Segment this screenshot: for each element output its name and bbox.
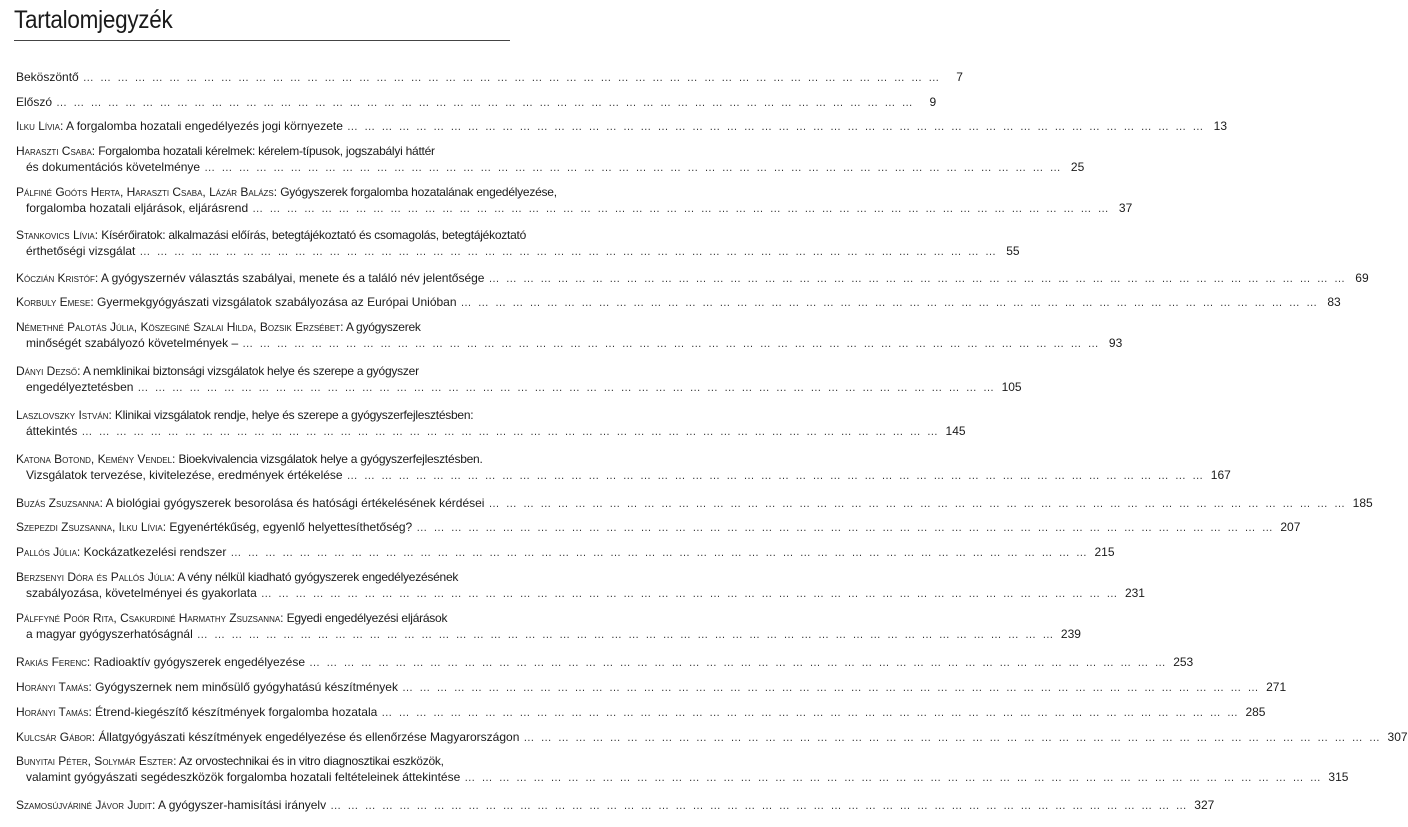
entry-authors: Laszlovszky István: [16, 408, 112, 422]
page-number: 167 [1210, 468, 1231, 482]
entry-row [16, 729, 1408, 746]
entry-row [16, 159, 1085, 176]
toc-entry [16, 184, 1133, 217]
toc-entry [16, 363, 1022, 396]
entry-authors: Buzás Zsuzsanna: [16, 496, 103, 510]
entry-row [16, 94, 937, 111]
entry-authors: Rakiás Ferenc: [16, 655, 91, 669]
entry-title: A gyógyszernév választás szabályai, menete és a találó név jelentősége [98, 271, 485, 285]
dot-leader: … … … … … … … … … … … … … … … … … … … … … … … … … … … … … … … … … … … … … … … … … … … … … … … … … … [139, 246, 998, 258]
entry-title-line-2: érthetőségi vizsgálat [26, 244, 136, 258]
dot-leader: … … … … … … … … … … … … … … … … … … … … … … … … … … … … … … … … … … … … … … … … … … … … … … … … … … [381, 707, 1240, 719]
entry-row [16, 118, 1228, 135]
toc-entry [16, 495, 1373, 512]
page-number: 185 [1352, 496, 1373, 510]
entry-title: Étrend-kiegészítő készítmények forgalomba hozatala [91, 705, 378, 719]
entry-authors: Haraszti Csaba: [16, 144, 96, 158]
entry-title: A gyógyszerek [343, 320, 421, 334]
entry-row [16, 335, 1123, 352]
entry-title-line-2: engedélyeztetésben [26, 380, 134, 394]
entry-authors: Pallós Júlia: [16, 545, 81, 559]
page-number: 253 [1173, 655, 1194, 669]
toc-entry [16, 227, 1020, 260]
toc-entry [16, 610, 1081, 643]
entry-title: A biológiai gyógyszerek besorolása és hatósági értékelésének kérdései [102, 496, 485, 510]
entry-authors: Katona Botond, Kemény Vendel: [16, 452, 176, 466]
page-number: 25 [1070, 160, 1085, 174]
entry-authors: Pálffyné Poór Rita, Csakurdiné Harmathy Zsuzsanna: [16, 611, 284, 625]
entry-title-line-1 [16, 610, 554, 626]
entry-authors: Horányi Tamás: [16, 680, 92, 694]
entry-row [16, 379, 1022, 396]
entry-row [16, 654, 1194, 671]
toc-entry [16, 679, 1287, 696]
dot-leader: … … … … … … … … … … … … … … … … … … … … … … … … … … … … … … … … … … … … … … … … … … … … … … … … … … [137, 382, 996, 394]
entry-authors: Kóczián Kristóf: [16, 271, 99, 285]
entry-title-line-2: Vizsgálatok tervezése, kivitelezése, eredmények értékelése [26, 468, 343, 482]
entry-authors: Kulcsár Gábor: [16, 730, 96, 744]
entry-title-line-1 [16, 495, 484, 511]
entry-title-line-1 [16, 69, 79, 85]
page-number: 215 [1094, 545, 1115, 559]
entry-row [16, 200, 1133, 217]
entry-title: Egyenértékűség, egyenlő helyettesíthetőség? [166, 520, 413, 534]
entry-authors: Korbuly Emese: [16, 295, 94, 309]
entry-row [16, 704, 1266, 721]
entry-title-line-1 [16, 753, 554, 769]
toc-entry [16, 729, 1408, 746]
entry-authors: Szepezdi Zsuzsanna, Ilku Lívia: [16, 520, 167, 534]
entry-title-line-1 [16, 407, 554, 423]
page-number: 7 [956, 70, 963, 84]
dot-leader: … … … … … … … … … … … … … … … … … … … … … … … … … … … … … … … … … … … … … … … … … … … … … … … … … … [488, 273, 1347, 285]
entry-title-line-1 [16, 729, 519, 745]
entry-title: Előszó [16, 95, 53, 109]
toc-entry [16, 94, 937, 111]
dot-leader: … … … … … … … … … … … … … … … … … … … … … … … … … … … … … … … … … … … … … … … … … … … … … … … … … … [346, 121, 1206, 133]
dot-leader: … … … … … … … … … … … … … … … … … … … … … … … … … … … … … … … … … … … … … … … … … … … … … … … … … … [82, 72, 941, 84]
page-number: 93 [1108, 336, 1123, 350]
page-number: 145 [945, 424, 966, 438]
dot-leader: … … … … … … … … … … … … … … … … … … … … … … … … … … … … … … … … … … … … … … … … … … … … … … … … … … [252, 203, 1111, 215]
page-number: 55 [1006, 244, 1020, 258]
entry-title-line-2: forgalomba hozatali eljárások, eljárásrend [26, 201, 249, 215]
page-number: 307 [1387, 730, 1408, 744]
entry-row [16, 69, 963, 86]
dot-leader: … … … … … … … … … … … … … … … … … … … … … … … … … … … … … … … … … … … … … … … … … … … … … … … … … … [464, 772, 1323, 784]
entry-title-line-1 [16, 654, 305, 670]
entry-title-line-1 [16, 704, 377, 720]
dot-leader: … … … … … … … … … … … … … … … … … … … … … … … … … … … … … … … … … … … … … … … … … … … … … … … … … … [523, 732, 1382, 744]
toc-entry [16, 704, 1266, 721]
dot-leader: … … … … … … … … … … … … … … … … … … … … … … … … … … … … … … … … … … … … … … … … … … … … … … … … … … [346, 470, 1205, 482]
entry-authors: Dányi Dezső: [16, 364, 81, 378]
entry-title-line-1 [16, 143, 554, 159]
entry-title-line-1 [16, 227, 554, 243]
entry-title: Klinikai vizsgálatok rendje, helye és szerepe a gyógyszerfejlesztésben: [111, 408, 474, 422]
entry-title: Gyermekgyógyászati vizsgálatok szabályozása az Európai Unióban [93, 295, 457, 309]
entry-title: Beköszöntő [16, 70, 79, 84]
entry-title-line-1 [16, 544, 226, 560]
entry-row [16, 519, 1301, 536]
entry-row [16, 769, 1349, 786]
dot-leader: … … … … … … … … … … … … … … … … … … … … … … … … … … … … … … … … … … … … … … … … … … … … … … … … … … [230, 547, 1089, 559]
entry-authors: Szamosújváriné Jávor Judit: [16, 798, 156, 812]
entry-authors: Ilku Lívia: [16, 119, 64, 133]
entry-title: Forgalomba hozatali kérelmek: kérelem-típusok, jogszabályi háttér [95, 144, 435, 158]
toc-entry [16, 569, 1145, 602]
dot-leader: … … … … … … … … … … … … … … … … … … … … … … … … … … … … … … … … … … … … … … … … … … … … … … … … … … [242, 338, 1101, 350]
toc-entry [16, 451, 1231, 484]
page-number: 105 [1001, 380, 1022, 394]
dot-leader: … … … … … … … … … … … … … … … … … … … … … … … … … … … … … … … … … … … … … … … … … … … … … … … … … … [330, 800, 1189, 812]
entry-title: Kockázatkezelési rendszer [80, 545, 227, 559]
entry-title-line-1 [16, 270, 484, 286]
toc-entry [16, 270, 1369, 287]
entry-authors: Pálfiné Goóts Herta, Haraszti Csaba, Lázár Balázs: [16, 185, 278, 199]
entry-title-line-1 [16, 519, 412, 535]
page-number: 239 [1060, 627, 1081, 641]
toc-entry [16, 118, 1228, 135]
entry-title-line-2: minőségét szabályozó követelmények – [26, 336, 239, 350]
page-number: 207 [1280, 520, 1301, 534]
entry-title-line-2: szabályozása, követelményei és gyakorlata [26, 586, 257, 600]
entry-row [16, 679, 1287, 696]
entry-title-line-1 [16, 94, 52, 110]
entry-title: Az orvostechnikai és in vitro diagnosztikai eszközök, [176, 754, 444, 768]
page-number: 83 [1327, 295, 1341, 309]
dot-leader: … … … … … … … … … … … … … … … … … … … … … … … … … … … … … … … … … … … … … … … … … … … … … … … … … … [488, 498, 1347, 510]
toc-entry [16, 797, 1215, 814]
page-number: 37 [1118, 201, 1133, 215]
entry-title: Gyógyszernek nem minősülő gyógyhatású készítmények [91, 680, 398, 694]
toc-entry [16, 654, 1194, 671]
toc-entry [16, 69, 963, 86]
entry-title-line-1 [16, 569, 554, 585]
entry-row [16, 467, 1231, 484]
entry-authors: Berzsenyi Dóra és Pallós Júlia: [16, 570, 175, 584]
page-number: 327 [1194, 798, 1215, 812]
entry-authors: Horányi Tamás: [16, 705, 92, 719]
entry-title-line-1 [16, 319, 554, 335]
entry-title-line-1 [16, 184, 557, 200]
entry-authors: Stankovics Lívia: [16, 228, 99, 242]
entry-authors: Némethné Palotás Júlia, Köszeginé Szalai Hilda, Bozsik Erzsébet: [16, 320, 344, 334]
dot-leader: … … … … … … … … … … … … … … … … … … … … … … … … … … … … … … … … … … … … … … … … … … … … … … … … … … [56, 97, 915, 109]
entry-title-line-2: áttekintés [26, 424, 78, 438]
entry-title: A vény nélkül kiadható gyógyszerek engedélyezésének [174, 570, 459, 584]
entry-row [16, 294, 1341, 311]
entry-title: A nemklinikai biztonsági vizsgálatok helye és szerepe a gyógyszer [80, 364, 419, 378]
entry-title-line-1 [16, 363, 554, 379]
entry-title-line-1 [16, 118, 343, 134]
toc-entry [16, 544, 1115, 561]
entry-title: A forgalomba hozatali engedélyezés jogi környezete [63, 119, 343, 133]
toc-entry [16, 319, 1123, 352]
toc-entry [16, 294, 1341, 311]
entry-authors: Bunyitai Péter, Solymár Eszter: [16, 754, 177, 768]
entry-title-line-1 [16, 451, 554, 467]
entry-title-line-1 [16, 797, 326, 813]
dot-leader: … … … … … … … … … … … … … … … … … … … … … … … … … … … … … … … … … … … … … … … … … … … … … … … … … … [260, 588, 1119, 600]
entry-title: Állatgyógyászati készítmények engedélyezése és ellenőrzése Magyarországon [95, 730, 520, 744]
toc-entry [16, 407, 966, 440]
page-title: Tartalomjegyzék [14, 6, 173, 34]
dot-leader: … … … … … … … … … … … … … … … … … … … … … … … … … … … … … … … … … … … … … … … … … … … … … … … … … … [460, 297, 1319, 309]
entry-row [16, 243, 1020, 260]
entry-row [16, 626, 1081, 643]
entry-title-line-2: és dokumentációs követelménye [26, 160, 201, 174]
entry-title-line-1 [16, 679, 398, 695]
entry-title-line-2: valamint gyógyászati segédeszközök forgalomba hozatali feltételeinek áttekintése [26, 770, 461, 784]
entry-title: Kísérőiratok: alkalmazási előírás, betegtájékoztató és csomagolás, betegtájékoztató [98, 228, 527, 242]
dot-leader: … … … … … … … … … … … … … … … … … … … … … … … … … … … … … … … … … … … … … … … … … … … … … … … … … … [401, 682, 1261, 694]
entry-row [16, 270, 1369, 287]
entry-row [16, 423, 966, 440]
entry-title-line-1 [16, 294, 457, 310]
toc-entry [16, 519, 1301, 536]
dot-leader: … … … … … … … … … … … … … … … … … … … … … … … … … … … … … … … … … … … … … … … … … … … … … … … … … … [309, 657, 1168, 669]
entry-row [16, 585, 1145, 602]
dot-leader: … … … … … … … … … … … … … … … … … … … … … … … … … … … … … … … … … … … … … … … … … … … … … … … … … … [204, 162, 1063, 174]
entry-title: A gyógyszer-hamisítási irányelv [155, 798, 327, 812]
dot-leader: … … … … … … … … … … … … … … … … … … … … … … … … … … … … … … … … … … … … … … … … … … … … … … … … … … [196, 629, 1055, 641]
title-underline [14, 40, 510, 41]
page-number: 315 [1328, 770, 1349, 784]
entry-row [16, 544, 1115, 561]
entry-title-line-2: a magyar gyógyszerhatóságnál [26, 627, 193, 641]
entry-row [16, 495, 1373, 512]
entry-title: Radioaktív gyógyszerek engedélyezése [90, 655, 306, 669]
page-number: 9 [929, 95, 937, 109]
entry-row [16, 797, 1215, 814]
entry-title: Bioekvivalencia vizsgálatok helye a gyógyszerfejlesztésben. [175, 452, 483, 466]
entry-title: Gyógyszerek forgalomba hozatalának engedélyezése, [277, 185, 557, 199]
toc-entry [16, 143, 1085, 176]
dot-leader: … … … … … … … … … … … … … … … … … … … … … … … … … … … … … … … … … … … … … … … … … … … … … … … … … … [416, 522, 1275, 534]
toc-entry [16, 753, 1349, 786]
page-number: 231 [1124, 586, 1145, 600]
entry-title: Egyedi engedélyezési eljárások [283, 611, 448, 625]
page-number: 285 [1245, 705, 1266, 719]
page-number: 69 [1355, 271, 1369, 285]
dot-leader: … … … … … … … … … … … … … … … … … … … … … … … … … … … … … … … … … … … … … … … … … … … … … … … … … … [81, 426, 940, 438]
page-number: 13 [1213, 119, 1228, 133]
page-number: 271 [1266, 680, 1287, 694]
